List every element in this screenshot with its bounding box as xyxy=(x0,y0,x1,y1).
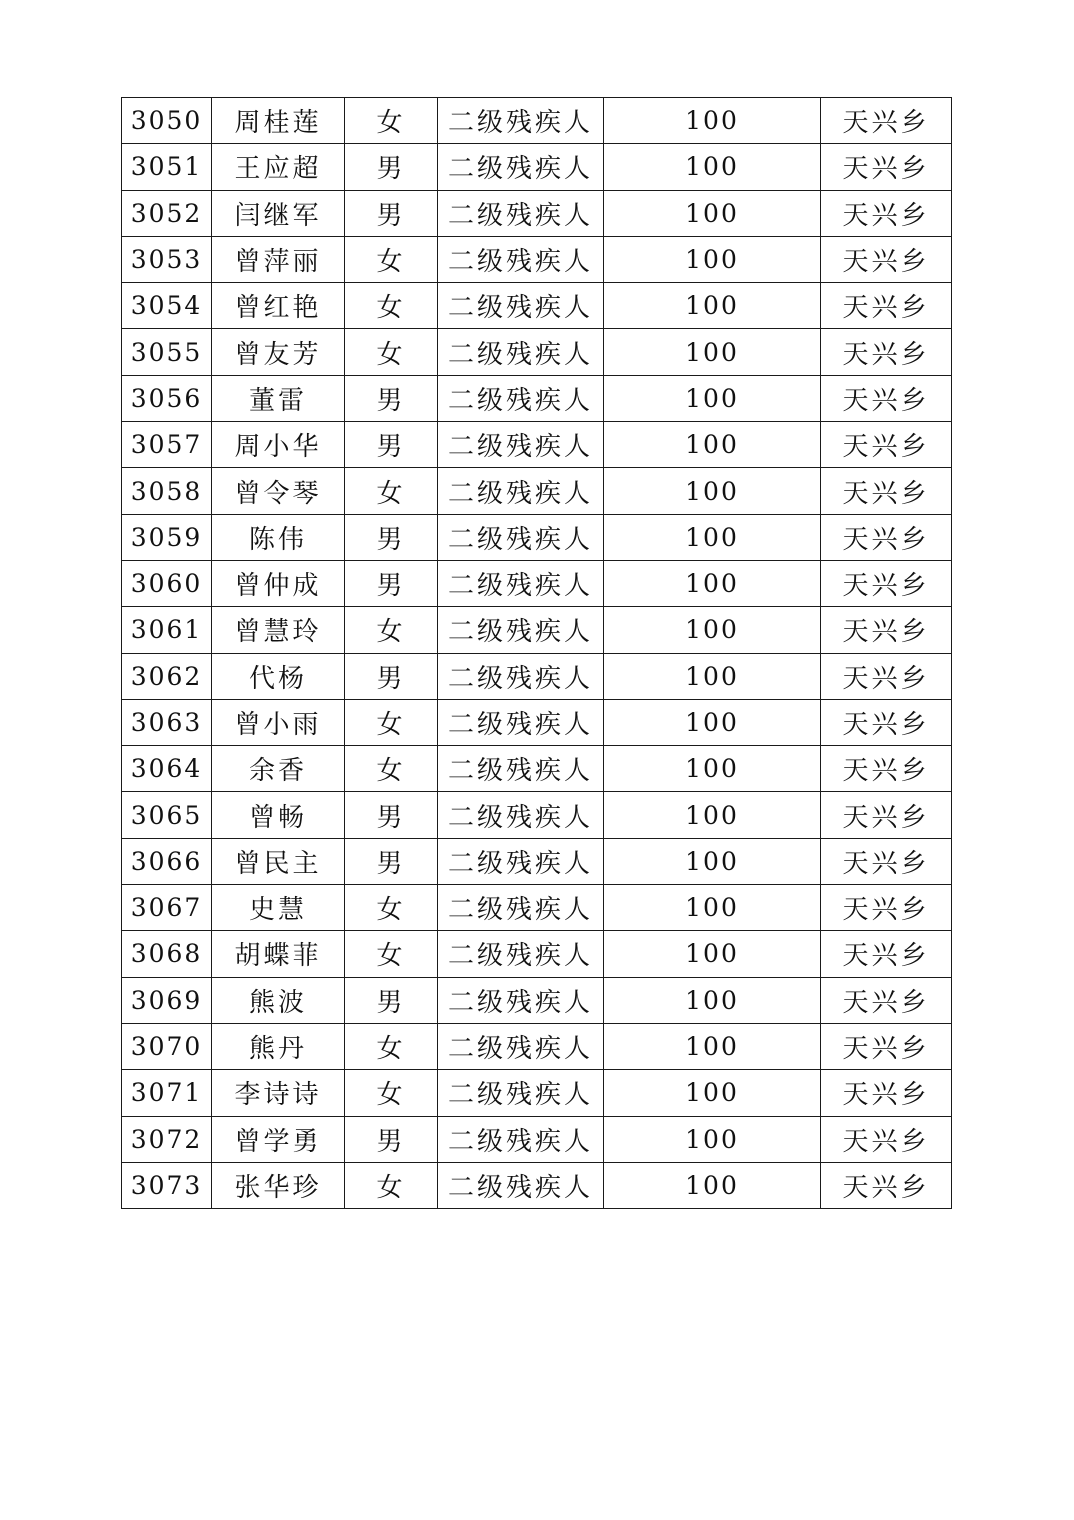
amount-cell: 100 xyxy=(604,514,821,560)
sex-cell: 女 xyxy=(345,1070,438,1116)
sex-cell: 女 xyxy=(345,931,438,977)
township-cell: 天兴乡 xyxy=(821,468,952,514)
table-row xyxy=(122,329,952,375)
table-row xyxy=(122,1023,952,1069)
township-cell: 天兴乡 xyxy=(821,931,952,977)
disability-level-cell: 二级残疾人 xyxy=(438,838,604,884)
disability-level-cell: 二级残疾人 xyxy=(438,885,604,931)
sex-cell: 女 xyxy=(345,283,438,329)
row-id-cell: 3063 xyxy=(122,699,212,745)
sex-cell: 女 xyxy=(345,699,438,745)
row-id-cell: 3054 xyxy=(122,283,212,329)
row-id-cell: 3057 xyxy=(122,422,212,468)
table-row xyxy=(122,1116,952,1162)
amount-cell: 100 xyxy=(604,1162,821,1208)
disability-level-cell: 二级残疾人 xyxy=(438,1116,604,1162)
disability-level-cell: 二级残疾人 xyxy=(438,607,604,653)
name-cell: 张华珍 xyxy=(212,1162,345,1208)
name-cell: 曾民主 xyxy=(212,838,345,884)
amount-cell: 100 xyxy=(604,792,821,838)
name-cell: 曾小雨 xyxy=(212,699,345,745)
amount-cell: 100 xyxy=(604,699,821,745)
name-cell: 曾红艳 xyxy=(212,283,345,329)
roster-table-body xyxy=(122,98,952,1209)
row-id-cell: 3073 xyxy=(122,1162,212,1208)
township-cell: 天兴乡 xyxy=(821,560,952,606)
name-cell: 周桂莲 xyxy=(212,98,345,144)
amount-cell: 100 xyxy=(604,560,821,606)
name-cell: 陈伟 xyxy=(212,514,345,560)
township-cell: 天兴乡 xyxy=(821,607,952,653)
table-row xyxy=(122,190,952,236)
name-cell: 王应超 xyxy=(212,144,345,190)
roster-table xyxy=(121,97,952,1209)
table-row xyxy=(122,746,952,792)
sex-cell: 男 xyxy=(345,375,438,421)
name-cell: 曾畅 xyxy=(212,792,345,838)
row-id-cell: 3058 xyxy=(122,468,212,514)
sex-cell: 男 xyxy=(345,838,438,884)
table-row xyxy=(122,514,952,560)
row-id-cell: 3067 xyxy=(122,885,212,931)
row-id-cell: 3065 xyxy=(122,792,212,838)
township-cell: 天兴乡 xyxy=(821,514,952,560)
row-id-cell: 3059 xyxy=(122,514,212,560)
table-row xyxy=(122,144,952,190)
row-id-cell: 3070 xyxy=(122,1023,212,1069)
township-cell: 天兴乡 xyxy=(821,1023,952,1069)
table-row xyxy=(122,422,952,468)
township-cell: 天兴乡 xyxy=(821,885,952,931)
amount-cell: 100 xyxy=(604,190,821,236)
table-row xyxy=(122,98,952,144)
table-row xyxy=(122,375,952,421)
disability-level-cell: 二级残疾人 xyxy=(438,931,604,977)
disability-level-cell: 二级残疾人 xyxy=(438,792,604,838)
sex-cell: 女 xyxy=(345,885,438,931)
name-cell: 周小华 xyxy=(212,422,345,468)
name-cell: 曾友芳 xyxy=(212,329,345,375)
township-cell: 天兴乡 xyxy=(821,190,952,236)
disability-level-cell: 二级残疾人 xyxy=(438,190,604,236)
disability-level-cell: 二级残疾人 xyxy=(438,236,604,282)
table-row xyxy=(122,885,952,931)
disability-level-cell: 二级残疾人 xyxy=(438,98,604,144)
table-row xyxy=(122,560,952,606)
name-cell: 曾令琴 xyxy=(212,468,345,514)
row-id-cell: 3068 xyxy=(122,931,212,977)
amount-cell: 100 xyxy=(604,931,821,977)
disability-level-cell: 二级残疾人 xyxy=(438,514,604,560)
township-cell: 天兴乡 xyxy=(821,792,952,838)
row-id-cell: 3060 xyxy=(122,560,212,606)
township-cell: 天兴乡 xyxy=(821,422,952,468)
township-cell: 天兴乡 xyxy=(821,1070,952,1116)
sex-cell: 男 xyxy=(345,144,438,190)
amount-cell: 100 xyxy=(604,977,821,1023)
sex-cell: 女 xyxy=(345,1162,438,1208)
township-cell: 天兴乡 xyxy=(821,98,952,144)
row-id-cell: 3072 xyxy=(122,1116,212,1162)
sex-cell: 女 xyxy=(345,468,438,514)
table-row xyxy=(122,792,952,838)
disability-level-cell: 二级残疾人 xyxy=(438,977,604,1023)
disability-level-cell: 二级残疾人 xyxy=(438,1162,604,1208)
sex-cell: 男 xyxy=(345,190,438,236)
name-cell: 胡蝶菲 xyxy=(212,931,345,977)
amount-cell: 100 xyxy=(604,144,821,190)
table-row xyxy=(122,1070,952,1116)
table-row xyxy=(122,236,952,282)
township-cell: 天兴乡 xyxy=(821,699,952,745)
disability-level-cell: 二级残疾人 xyxy=(438,422,604,468)
amount-cell: 100 xyxy=(604,607,821,653)
row-id-cell: 3051 xyxy=(122,144,212,190)
name-cell: 董雷 xyxy=(212,375,345,421)
table-row xyxy=(122,283,952,329)
township-cell: 天兴乡 xyxy=(821,1162,952,1208)
amount-cell: 100 xyxy=(604,1116,821,1162)
table-row xyxy=(122,931,952,977)
row-id-cell: 3064 xyxy=(122,746,212,792)
name-cell: 闫继军 xyxy=(212,190,345,236)
name-cell: 史慧 xyxy=(212,885,345,931)
amount-cell: 100 xyxy=(604,746,821,792)
township-cell: 天兴乡 xyxy=(821,283,952,329)
sex-cell: 男 xyxy=(345,977,438,1023)
name-cell: 熊波 xyxy=(212,977,345,1023)
row-id-cell: 3050 xyxy=(122,98,212,144)
row-id-cell: 3071 xyxy=(122,1070,212,1116)
sex-cell: 女 xyxy=(345,607,438,653)
name-cell: 曾学勇 xyxy=(212,1116,345,1162)
township-cell: 天兴乡 xyxy=(821,236,952,282)
table-row xyxy=(122,977,952,1023)
township-cell: 天兴乡 xyxy=(821,838,952,884)
amount-cell: 100 xyxy=(604,236,821,282)
sex-cell: 女 xyxy=(345,1023,438,1069)
amount-cell: 100 xyxy=(604,653,821,699)
disability-level-cell: 二级残疾人 xyxy=(438,1023,604,1069)
table-row xyxy=(122,468,952,514)
sex-cell: 女 xyxy=(345,746,438,792)
township-cell: 天兴乡 xyxy=(821,977,952,1023)
disability-level-cell: 二级残疾人 xyxy=(438,746,604,792)
row-id-cell: 3052 xyxy=(122,190,212,236)
row-id-cell: 3069 xyxy=(122,977,212,1023)
amount-cell: 100 xyxy=(604,838,821,884)
disability-level-cell: 二级残疾人 xyxy=(438,329,604,375)
amount-cell: 100 xyxy=(604,468,821,514)
disability-level-cell: 二级残疾人 xyxy=(438,653,604,699)
sex-cell: 男 xyxy=(345,514,438,560)
township-cell: 天兴乡 xyxy=(821,329,952,375)
disability-level-cell: 二级残疾人 xyxy=(438,468,604,514)
row-id-cell: 3056 xyxy=(122,375,212,421)
row-id-cell: 3061 xyxy=(122,607,212,653)
sex-cell: 女 xyxy=(345,236,438,282)
sex-cell: 男 xyxy=(345,422,438,468)
amount-cell: 100 xyxy=(604,98,821,144)
sex-cell: 女 xyxy=(345,98,438,144)
amount-cell: 100 xyxy=(604,375,821,421)
disability-level-cell: 二级残疾人 xyxy=(438,144,604,190)
amount-cell: 100 xyxy=(604,885,821,931)
table-row xyxy=(122,653,952,699)
amount-cell: 100 xyxy=(604,1070,821,1116)
amount-cell: 100 xyxy=(604,329,821,375)
disability-level-cell: 二级残疾人 xyxy=(438,699,604,745)
name-cell: 李诗诗 xyxy=(212,1070,345,1116)
name-cell: 熊丹 xyxy=(212,1023,345,1069)
table-row xyxy=(122,1162,952,1208)
sex-cell: 男 xyxy=(345,1116,438,1162)
name-cell: 余香 xyxy=(212,746,345,792)
row-id-cell: 3055 xyxy=(122,329,212,375)
name-cell: 曾萍丽 xyxy=(212,236,345,282)
disability-level-cell: 二级残疾人 xyxy=(438,1070,604,1116)
table-row xyxy=(122,838,952,884)
amount-cell: 100 xyxy=(604,422,821,468)
name-cell: 曾仲成 xyxy=(212,560,345,606)
row-id-cell: 3062 xyxy=(122,653,212,699)
name-cell: 曾慧玲 xyxy=(212,607,345,653)
table-row xyxy=(122,607,952,653)
township-cell: 天兴乡 xyxy=(821,653,952,699)
sex-cell: 男 xyxy=(345,560,438,606)
row-id-cell: 3066 xyxy=(122,838,212,884)
disability-level-cell: 二级残疾人 xyxy=(438,375,604,421)
township-cell: 天兴乡 xyxy=(821,746,952,792)
sex-cell: 男 xyxy=(345,792,438,838)
township-cell: 天兴乡 xyxy=(821,1116,952,1162)
township-cell: 天兴乡 xyxy=(821,144,952,190)
sex-cell: 男 xyxy=(345,653,438,699)
amount-cell: 100 xyxy=(604,1023,821,1069)
amount-cell: 100 xyxy=(604,283,821,329)
sex-cell: 女 xyxy=(345,329,438,375)
township-cell: 天兴乡 xyxy=(821,375,952,421)
table-row xyxy=(122,699,952,745)
name-cell: 代杨 xyxy=(212,653,345,699)
row-id-cell: 3053 xyxy=(122,236,212,282)
disability-level-cell: 二级残疾人 xyxy=(438,560,604,606)
disability-level-cell: 二级残疾人 xyxy=(438,283,604,329)
